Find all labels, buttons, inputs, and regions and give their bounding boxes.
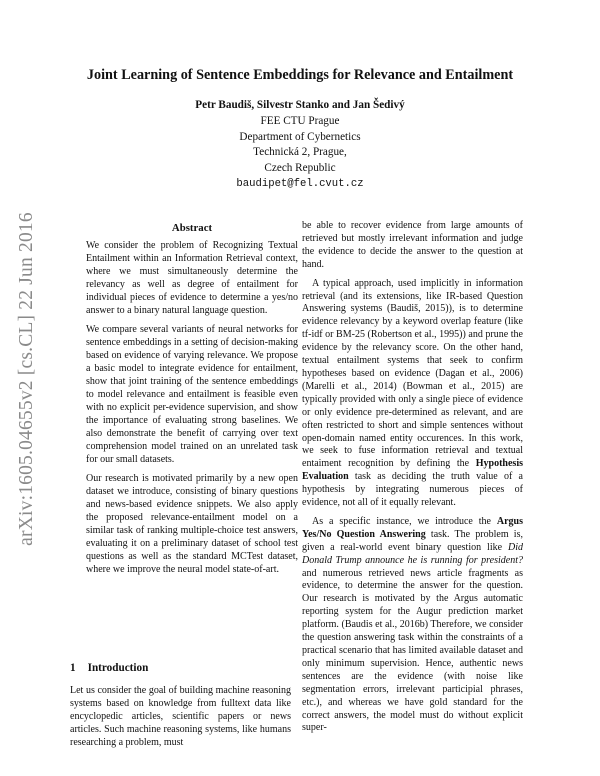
text-run: task as deciding the truth value of a hypothesis by integrating numerous pieces of evidence, not all of it equally relevant. — [302, 471, 523, 509]
section-number: 1 — [70, 662, 76, 674]
text-run: A typical approach, used implicitly in information retrieval (and its extensions, like IR-based Question Answering systems (Baudiš, 2015)), is to determine evidence relevancy by a keyword overlap feature (like tf-idf or BM-25 (Robertson et al., 1995)) and prune the evidence by the relevancy score. On the other hand, textual entailment systems that seek to confirm hypotheses based on evidence (Dagan et al., 2006) (Marelli et al., 2014) (Bowman et al., 2015) are typically provided with only a single piece of evidence or only evidence pre-determined as relevant, and are often restricted to short and simple sentences without open-domain named entity occurences. In this work, we seek to fuse information retrieval and textual entaiment recognition by defining the — [302, 277, 523, 470]
affiliation-line: Czech Republic — [264, 162, 336, 175]
affiliation-line: Department of Cybernetics — [239, 130, 361, 143]
author-email: baudipet@fel.cvut.cz — [236, 177, 364, 190]
body-paragraph: be able to recover evidence from large amounts of retrieved but mostly irrelevant information and judge the evidence to decide the answer to the question at hand. — [302, 220, 523, 270]
affiliation-line: FEE CTU Prague — [260, 114, 340, 127]
intro-paragraph: Let us consider the goal of building machine reasoning systems based on knowledge from fulltext data like encyclopedic articles, scientific papers or news articles. Such machine reasoning systems, like humans researching a problem, must — [70, 685, 291, 748]
text-run: task. The problem is, given a real-world event binary question like — [302, 528, 523, 553]
affiliation-line: Technická 2, Prague, — [253, 146, 347, 159]
author-names: Petr Baudiš, Silvestr Stanko and Jan Šedivý — [195, 99, 405, 111]
term-argus-task: Argus Yes/No Question Answering — [302, 515, 523, 540]
right-column — [302, 220, 523, 741]
example-question: Did Donald Trump announce he is running for president? — [302, 541, 523, 566]
arxiv-stamp — [12, 184, 42, 574]
abstract-paragraph: We compare several variants of neural networks for sentence embeddings in a setting of decision-making based on evidence of varying relevance. We propose a basic model to integrate evidence for entailment, show that joint training of the sentence embeddings to model relevance and entailment is feasible even with no explicit per-evidence supervision, and show the importance of evaluating strong baselines. We also demonstrate the benefit of carrying over text comprehension model trained on an unrelated task for our small datasets. — [86, 324, 298, 465]
body-paragraph — [302, 516, 523, 735]
abstract-body — [86, 240, 298, 584]
text-run: As a specific instance, we introduce the — [312, 515, 497, 527]
intro-body — [70, 685, 291, 750]
section-heading — [70, 662, 148, 674]
author-block — [60, 98, 540, 193]
abstract-heading: Abstract — [171, 222, 213, 234]
text-run: and numerous retrieved news article fragments as evidence, to determine the answer for the question. Our research is motivated by the Argus automatic reporting system for the Augur prediction market platform. (Baudis et al., 2016b) Therefore, we consider the question answering task within the constraints of a practical scenario that has limited available dataset and only minimum supervision. Hence, authentic news sentences are the evidence (with noise like segmentation errors, irrelevant participial phrases, etc.), and whereas we have gold standard for the correct answers, the model must do without explicit super- — [302, 567, 523, 734]
term-hypothesis-evaluation: Hypothesis Evaluation — [302, 458, 523, 483]
abstract-paragraph: Our research is motivated primarily by a new open dataset we introduce, consisting of binary questions and news-based evidence snippets. We also apply the proposed relevance-entailment model on a similar task of ranking multiple-choice test answers, evaluating it on a preliminary dataset of school test questions as well as the standard MCTest dataset, where we improve the neural model state-of-art. — [86, 473, 298, 575]
abstract-paragraph: We consider the problem of Recognizing Textual Entailment within an Information Retrieval context, where we must simultaneously determine the relevancy as well as degree of entailment for individual pieces of evidence to determine a yes/no answer to a binary natural language question. — [86, 240, 298, 316]
arxiv-stamp-text: arXiv:1605.04655v2 [cs.CL] 22 Jun 2016 — [16, 212, 37, 546]
section-title: Introduction — [87, 662, 149, 674]
paper-title: Joint Learning of Sentence Embeddings for Relevance and Entailment — [86, 67, 514, 83]
body-paragraph — [302, 278, 523, 510]
